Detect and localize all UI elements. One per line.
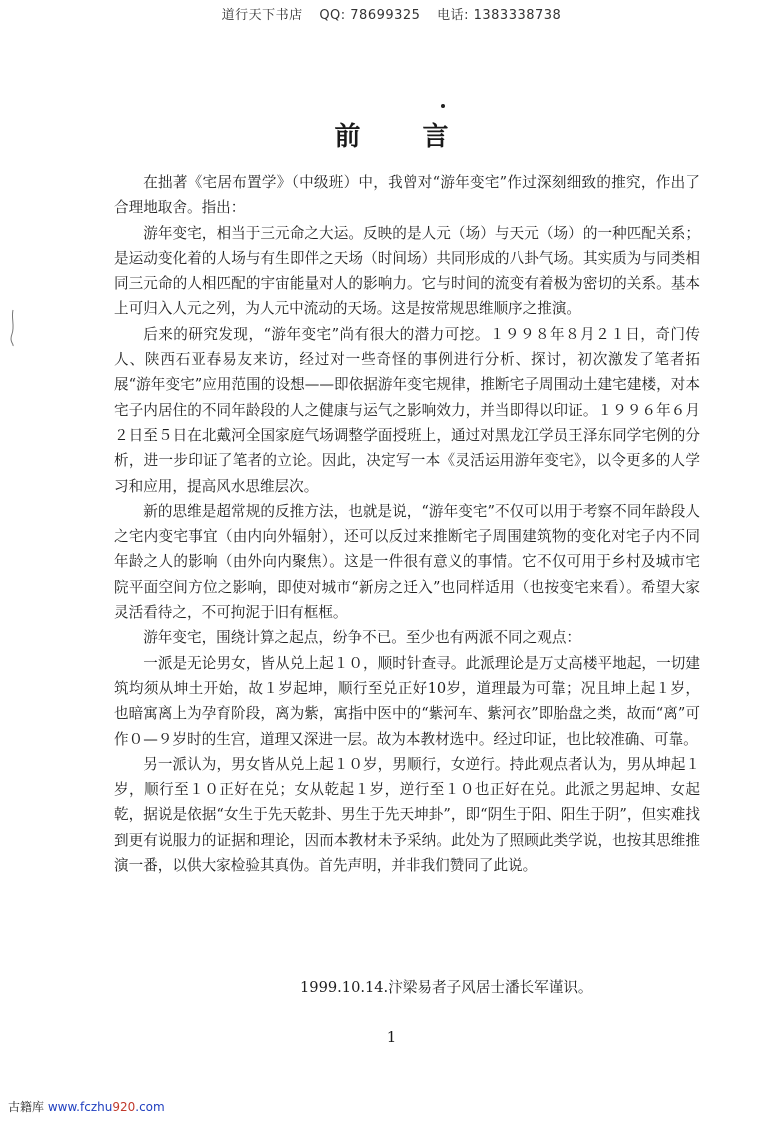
page-title: 前言: [334, 122, 511, 152]
paragraph: 游年变宅，相当于三元命之大运。反映的是人元（场）与天元（场）的一种匹配关系；是运动变化着的人场与有生即伴之天场（时间场）共同形成的八卦气场。其实质为与同类相同三元命的人相匹配的宇宙能量对人的影响力。它与时间的流变有着极为密切的关系。基本上可归入人元之列，为人元中流动的天场。这是按常规思维顺序之推演。: [114, 224, 700, 318]
margin-scribble-icon: [8, 308, 18, 348]
paragraph: 新的思维是超常规的反推方法，也就是说，“游年变宅”不仅可以用于考察不同年龄段人之宅内变宅事宜（由内向外辐射），还可以反过来推断宅子周围建筑物的变化对宅子内不同年龄之人的影响（由外向内聚焦）。这是一件很有意义的事情。它不仅可用于乡村及城市宅院平面空间方位之影响，即使对城市“新房之迁入”也同样适用（也按变宅来看）。希望大家灵活看待之，不可拘泥于旧有框框。: [114, 502, 700, 622]
body-text: [114, 170, 700, 878]
paragraph: 后来的研究发现，“游年变宅”尚有很大的潜力可挖。１９９８年８月２１日，奇门传人、陕西石亚春易友来访，经过对一些奇怪的事例进行分析、探讨，初次激发了笔者拓展“游年变宅”应用范围的设想——即依据游年变宅规律，推断宅子周围动土建宅建楼，对本宅子内居住的不同年龄段的人之健康与运气之影响效力，并当即得以印证。１９９６年６月２日至５日在北戴河全国家庭气场调整学面授班上，通过对黑龙江学员王泽东同学宅例的分析，进一步印证了笔者的立论。因此，决定写一本《灵活运用游年变宅》，以令更多的人学习和应用，提高风水思维层次。: [114, 325, 700, 495]
header-phone: 电话: 1383338738: [437, 8, 562, 23]
footer-url-suffix: .com: [135, 1100, 165, 1114]
header-store-name: 道行天下书店: [221, 8, 303, 23]
paragraph: 一派是无论男女，皆从兑上起１０，顺时针查寻。此派理论是万丈高楼平地起，一切建筑均须从坤土开始，故１岁起坤，顺行至兑正好10岁，道理最为可靠；况且坤上起１岁，也暗寓离上为孕育阶段，离为紫，寓指中医中的“紫河车、紫河衣”即胎盘之类，故而“离”可作０—９岁时的生宫，道理又深进一层。故为本教材选中。经过印证，也比较准确、可靠。: [114, 654, 700, 748]
signature-line: 1999.10.14.汴梁易者子风居士潘长军谨识。: [300, 979, 593, 996]
paragraph: 游年变宅，围绕计算之起点，纷争不已。至少也有两派不同之观点：: [143, 629, 582, 647]
footer-url[interactable]: [48, 1100, 165, 1114]
footer-label: 古籍库: [8, 1100, 45, 1114]
footer-watermark: [8, 1098, 165, 1115]
page-number: 1: [386, 1028, 397, 1046]
paragraph: 在拙著《宅居布置学》（中级班）中，我曾对“游年变宅”作过深刻细致的推究，作出了合理地取舍。指出：: [114, 174, 700, 217]
print-speck: [441, 104, 445, 108]
header-qq: QQ: 78699325: [319, 8, 421, 23]
page-header: [0, 4, 783, 23]
footer-url-prefix: www.fczhu: [47, 1100, 113, 1114]
paragraph: 另一派认为，男女皆从兑上起１０岁，男顺行，女逆行。持此观点者认为，男从坤起１岁，顺行至１０正好在兑；女从乾起１岁，逆行至１０也正好在兑。此派之男起坤、女起乾，据说是依据“女生于先天乾卦、男生于先天坤卦”，即“阴生于阳、阳生于阴”，但实难找到更有说服力的证据和理论，因而本教材未予采纳。此处为了照顾此类学说，也按其思维推演一番，以供大家检验其真伪。首先声明，并非我们赞同了此说。: [114, 755, 700, 875]
footer-url-number: 920: [112, 1100, 136, 1114]
